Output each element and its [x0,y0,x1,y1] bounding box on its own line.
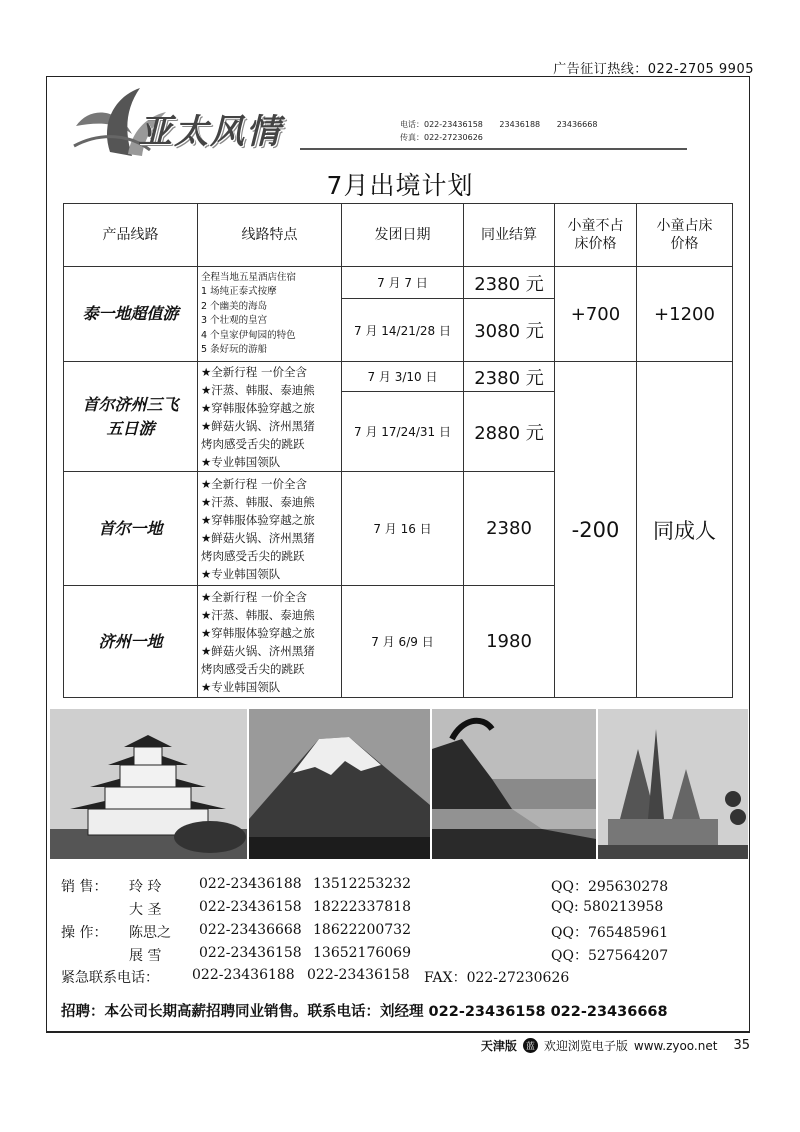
header-rule [300,148,687,150]
phone-2: 23436188 [499,120,541,129]
child-no-bed-thai: +700 [555,267,637,362]
photo-beach [432,709,596,859]
page-number: 35 [733,1038,750,1053]
child-bed-thai: +1200 [637,267,733,362]
date-cell: 7 月 7 日 [342,267,464,299]
price-cell: 2880 元 [464,392,555,472]
photo-japanese-castle [50,709,247,859]
features-korea: ★全新行程 一价全含 ★汗蒸、韩服、泰迪熊 ★穿韩服体验穿越之旅 ★鲜菇火锅、济州黑猪 烤肉感受舌尖的跳跃 ★专业韩国领队 [198,362,342,472]
price-cell: 1980 [464,586,555,698]
table-row [64,362,733,392]
price-cell: 2380 元 [464,267,555,299]
route-seoul-jeju: 首尔济州三飞 五日游 [64,362,198,472]
footer-edition: 天津版 [480,1039,517,1053]
col-header: 线路特点 [198,204,342,267]
date-cell: 7 月 16 日 [342,472,464,586]
brand-name: 亚太风情 [138,112,282,152]
brand-contact [400,118,611,144]
photo-mount-fuji [249,709,430,859]
table-header-row [64,204,733,267]
footer-welcome: 欢迎浏览电子版 [543,1039,628,1053]
table-row [64,267,733,299]
date-cell: 7 月 6/9 日 [342,586,464,698]
price-cell: 3080 元 [464,299,555,362]
phone-3: 23436668 [556,120,598,129]
features-jeju: ★全新行程 一价全含 ★汗蒸、韩服、泰迪熊 ★穿韩服体验穿越之旅 ★鲜菇火锅、济州黑猪 烤肉感受舌尖的跳跃 ★专业韩国领队 [198,586,342,698]
features-thai: 全程当地五星酒店住宿 1 场纯正泰式按摩 2 个幽美的海岛 3 个壮观的皇宫 4 个皇家伊甸园的特色 5 条好玩的游船 [198,267,342,362]
photo-thai-temple [598,709,748,859]
price-cell: 2380 [464,472,555,586]
footer-rule [46,1030,750,1033]
col-header: 同业结算 [464,204,555,267]
fax-label: 传真： [400,133,424,142]
fax-number: 022-27230626 [424,133,483,142]
price-cell: 2380 元 [464,362,555,392]
col-header: 产品线路 [64,204,198,267]
date-cell: 7 月 14/21/28 日 [342,299,464,362]
itinerary-table [63,203,733,698]
edition-badge-icon: 蓝 [523,1038,538,1053]
date-cell: 7 月 3/10 日 [342,362,464,392]
features-seoul: ★全新行程 一价全含 ★汗蒸、韩服、泰迪熊 ★穿韩服体验穿越之旅 ★鲜菇火锅、济州黑猪 烤肉感受舌尖的跳跃 ★专业韩国领队 [198,472,342,586]
col-header: 小童占床价格 [637,204,733,267]
col-header: 小童不占床价格 [555,204,637,267]
phone-label: 电话：022-23436158 [400,120,483,129]
recruit-notice: 招聘：本公司长期高薪招聘同业销售。联系电话：刘经理 022-23436158 022-23436668 [61,1004,668,1020]
footer-site-link[interactable]: www.zyoo.net [633,1038,718,1053]
page-title: 7月出境计划 [326,171,474,200]
col-header: 发团日期 [342,204,464,267]
child-no-bed-korea: -200 [555,362,637,698]
photo-strip [50,709,748,859]
route-jeju: 济州一地 [64,586,198,698]
ad-hotline: 广告征订热线：022-2705 9905 [553,62,754,77]
route-seoul: 首尔一地 [64,472,198,586]
date-cell: 7 月 17/24/31 日 [342,392,464,472]
child-bed-korea: 同成人 [637,362,733,698]
page-footer [481,1037,750,1054]
route-thai: 泰一地超值游 [64,267,198,362]
